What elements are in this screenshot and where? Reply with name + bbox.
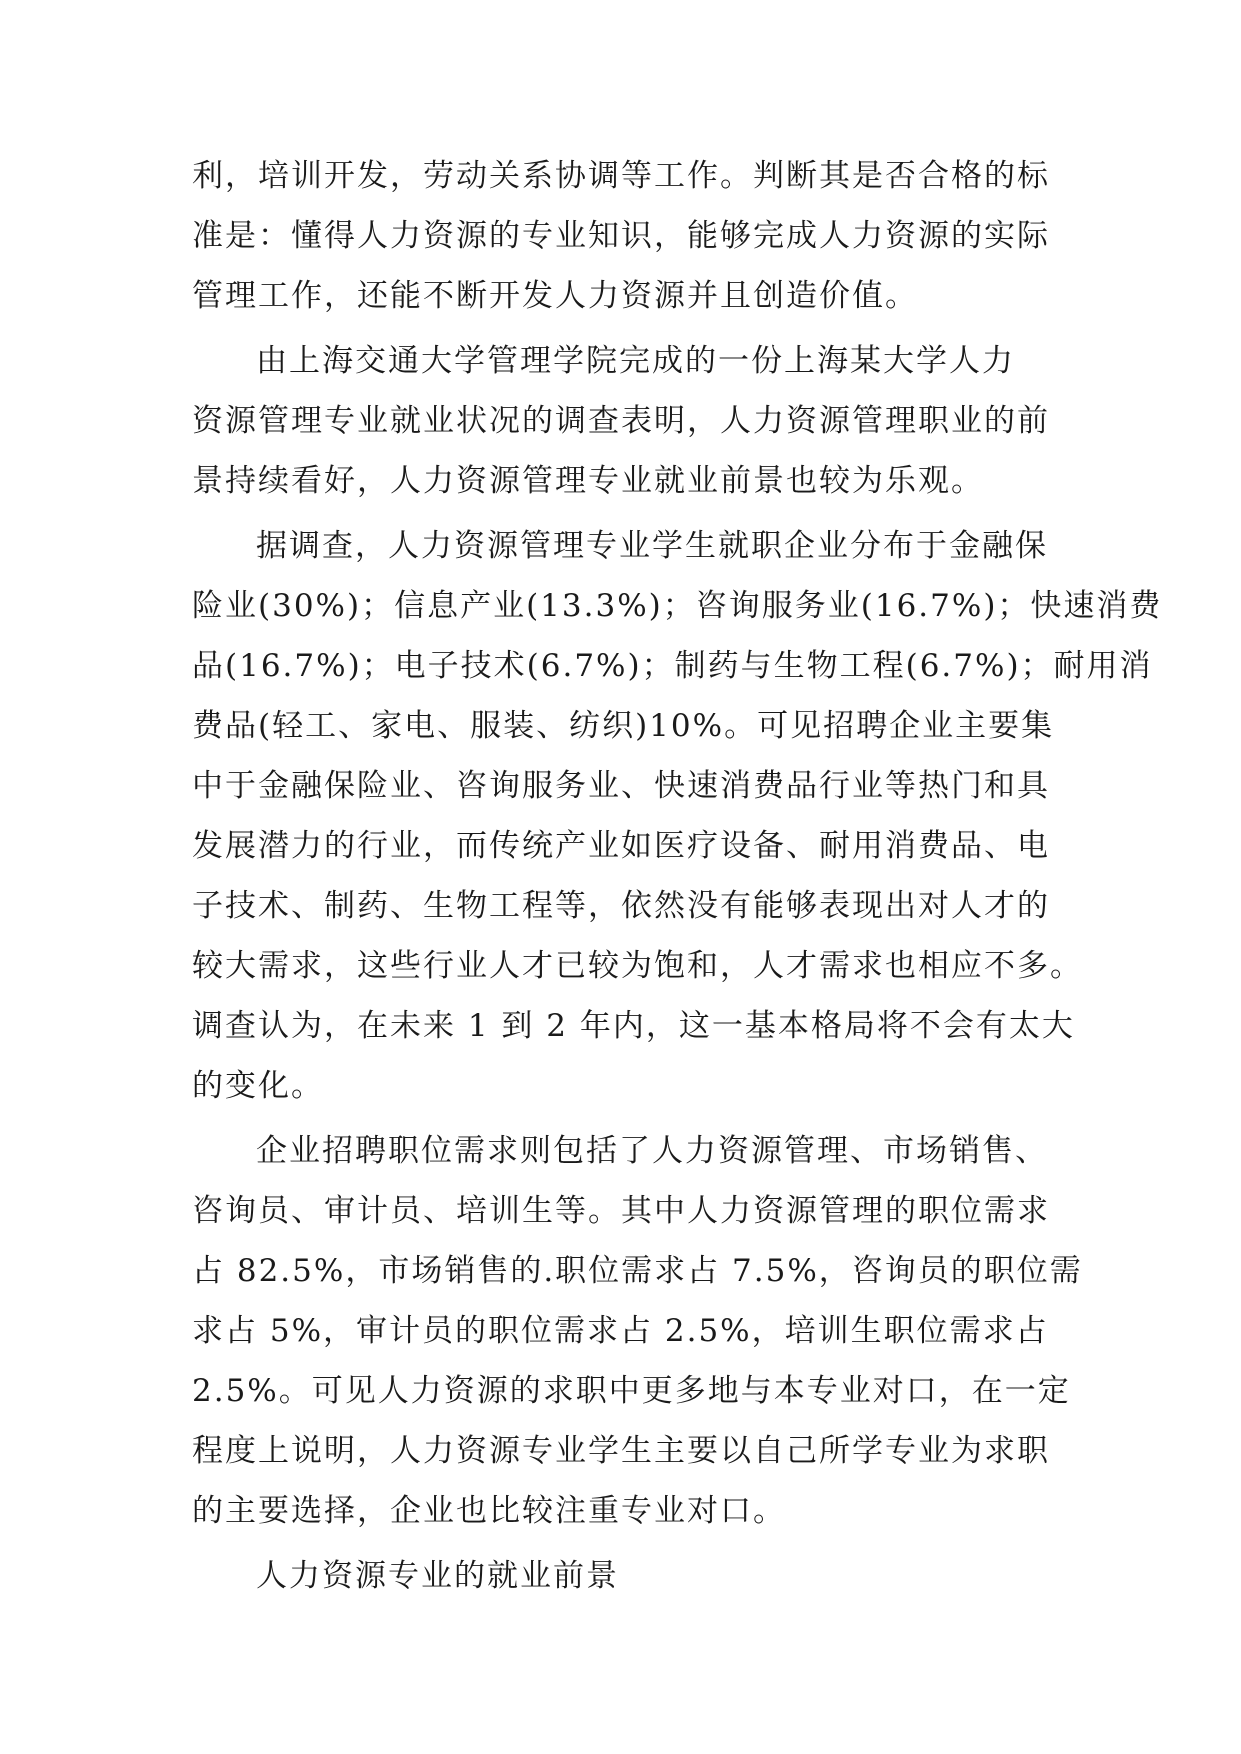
text-line: 较大需求，这些行业人才已较为饱和，人才需求也相应不多。 (192, 948, 1083, 984)
section-heading: 人力资源专业的就业前景 (256, 1558, 619, 1594)
text-line: 资源管理专业就业状况的调查表明，人力资源管理职业的前 (192, 403, 1050, 439)
text-line: 险业(30%)；信息产业(13.3%)；咨询服务业(16.7%)；快速消费 (192, 588, 1163, 624)
text-line: 调查认为，在未来 1 到 2 年内，这一基本格局将不会有太大 (192, 1008, 1075, 1044)
text-line: 费品(轻工、家电、服装、纺织)10%。可见招聘企业主要集 (192, 708, 1055, 744)
text-line: 子技术、制药、生物工程等，依然没有能够表现出对人才的 (192, 888, 1050, 924)
text-line: 由上海交通大学管理学院完成的一份上海某大学人力 (256, 343, 1015, 379)
text-line: 咨询员、审计员、培训生等。其中人力资源管理的职位需求 (192, 1193, 1050, 1229)
text-line: 发展潜力的行业，而传统产业如医疗设备、耐用消费品、电 (192, 828, 1050, 864)
text-line: 管理工作，还能不断开发人力资源并且创造价值。 (192, 278, 918, 314)
text-line: 品(16.7%)；电子技术(6.7%)；制药与生物工程(6.7%)；耐用消 (192, 648, 1153, 684)
text-line: 利，培训开发，劳动关系协调等工作。判断其是否合格的标 (192, 158, 1050, 194)
text-line: 企业招聘职位需求则包括了人力资源管理、市场销售、 (256, 1133, 1048, 1169)
text-line: 准是：懂得人力资源的专业知识，能够完成人力资源的实际 (192, 218, 1050, 254)
text-line: 的主要选择，企业也比较注重专业对口。 (192, 1493, 786, 1529)
text-line: 的变化。 (192, 1068, 324, 1104)
text-line: 2.5%。可见人力资源的求职中更多地与本专业对口，在一定 (192, 1373, 1071, 1409)
text-line: 占 82.5%，市场销售的.职位需求占 7.5%，咨询员的职位需 (192, 1253, 1083, 1289)
text-line: 程度上说明，人力资源专业学生主要以自己所学专业为求职 (192, 1433, 1050, 1469)
text-line: 中于金融保险业、咨询服务业、快速消费品行业等热门和具 (192, 768, 1050, 804)
text-line: 据调查，人力资源管理专业学生就职企业分布于金融保 (256, 528, 1048, 564)
text-line: 景持续看好，人力资源管理专业就业前景也较为乐观。 (192, 463, 984, 499)
text-line: 求占 5%，审计员的职位需求占 2.5%，培训生职位需求占 (192, 1313, 1049, 1349)
